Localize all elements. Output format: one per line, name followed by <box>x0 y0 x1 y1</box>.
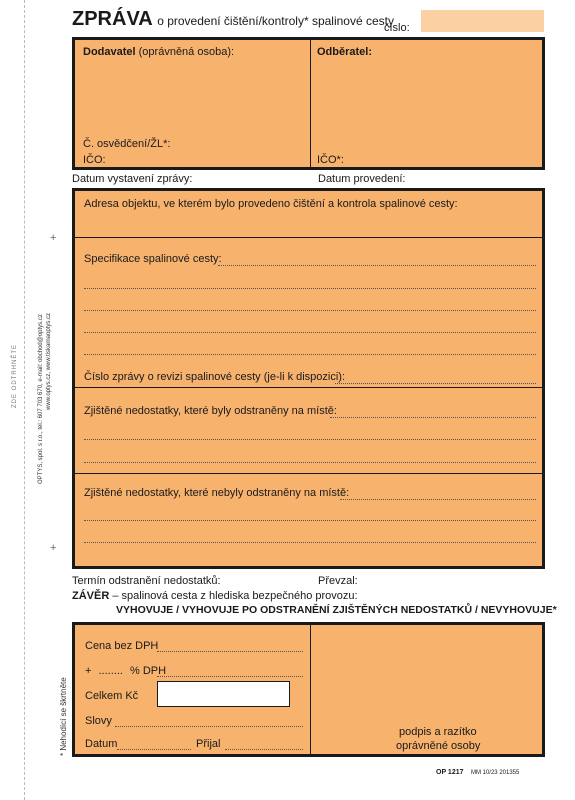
cert-label: Č. osvědčení/ŽL*: <box>83 138 171 150</box>
supplier-ico-label: IČO: <box>83 154 106 166</box>
form-code: OP 1217 MM 10/23 201355 <box>436 769 520 776</box>
strike-note: * Nehodící se škrtněte <box>59 677 68 756</box>
signature-line-2: oprávněné osoby <box>396 740 481 752</box>
main-box <box>72 188 545 569</box>
spec-label: Specifikace spalinové cesty: <box>84 253 222 265</box>
plus-mark-top: + <box>50 232 57 244</box>
supplier-heading: Dodavatel (oprávněná osoba): <box>83 46 235 58</box>
revision-label: Číslo zprávy o revizi spalinové cesty (je-li k dispozici): <box>84 371 346 383</box>
verdict-options[interactable]: VYHOVUJE / VYHOVUJE PO ODSTRANĚNÍ ZJIŠTĚNÝCH NEDOSTATKŮ / NEVYHOVUJE* <box>116 604 557 616</box>
total-label: Celkem Kč <box>85 690 139 702</box>
performed-date-label: Datum provedení: <box>318 173 406 185</box>
plus-mark-bottom: + <box>50 542 57 554</box>
publisher-line-1: OPTYS, spol. s r.o., tel.: 607 703 670, e-mail: obchod@optys.cz <box>38 314 44 484</box>
title-main: ZPRÁVA <box>72 8 153 30</box>
customer-heading: Odběratel: <box>317 46 373 58</box>
vat-line: + ........ % DPH <box>85 665 167 677</box>
customer-ico-label: IČO*: <box>317 154 344 166</box>
signature-line-1: podpis a razítko <box>399 726 477 738</box>
unfixed-defects-label: Zjištěné nedostatky, které nebyly odstraněny na místě: <box>84 487 350 499</box>
title-subtitle: o provedení čištění/kontroly* spalinové cesty <box>157 14 394 28</box>
conclusion-line: ZÁVĚR – spalinová cesta z hlediska bezpečného provozu: <box>72 590 358 602</box>
date-label: Datum <box>85 738 118 750</box>
perforation-line <box>24 0 25 800</box>
number-field[interactable] <box>421 10 544 32</box>
address-label: Adresa objektu, ve kterém bylo provedeno čištění a kontrola spalinové cesty: <box>84 198 458 210</box>
number-label: číslo: <box>384 22 410 34</box>
total-field[interactable] <box>157 681 290 707</box>
parties-box <box>72 37 545 170</box>
accepted-label: Přijal <box>196 738 221 750</box>
price-box <box>72 622 545 757</box>
received-label: Převzal: <box>318 575 358 587</box>
fixed-defects-label: Zjištěné nedostatky, které byly odstraněny na místě: <box>84 405 337 417</box>
publisher-line-2: www.optys.cz, www.tiskarnaoptys.cz <box>46 312 52 410</box>
price-label: Cena bez DPH <box>85 640 159 652</box>
report-title <box>72 8 394 31</box>
issue-date-label: Datum vystavení zprávy: <box>72 173 193 185</box>
deadline-label: Termín odstranění nedostatků: <box>72 575 221 587</box>
words-label: Slovy <box>85 715 112 727</box>
tear-here-text: ZDE ODTRHNĚTE <box>12 344 18 408</box>
